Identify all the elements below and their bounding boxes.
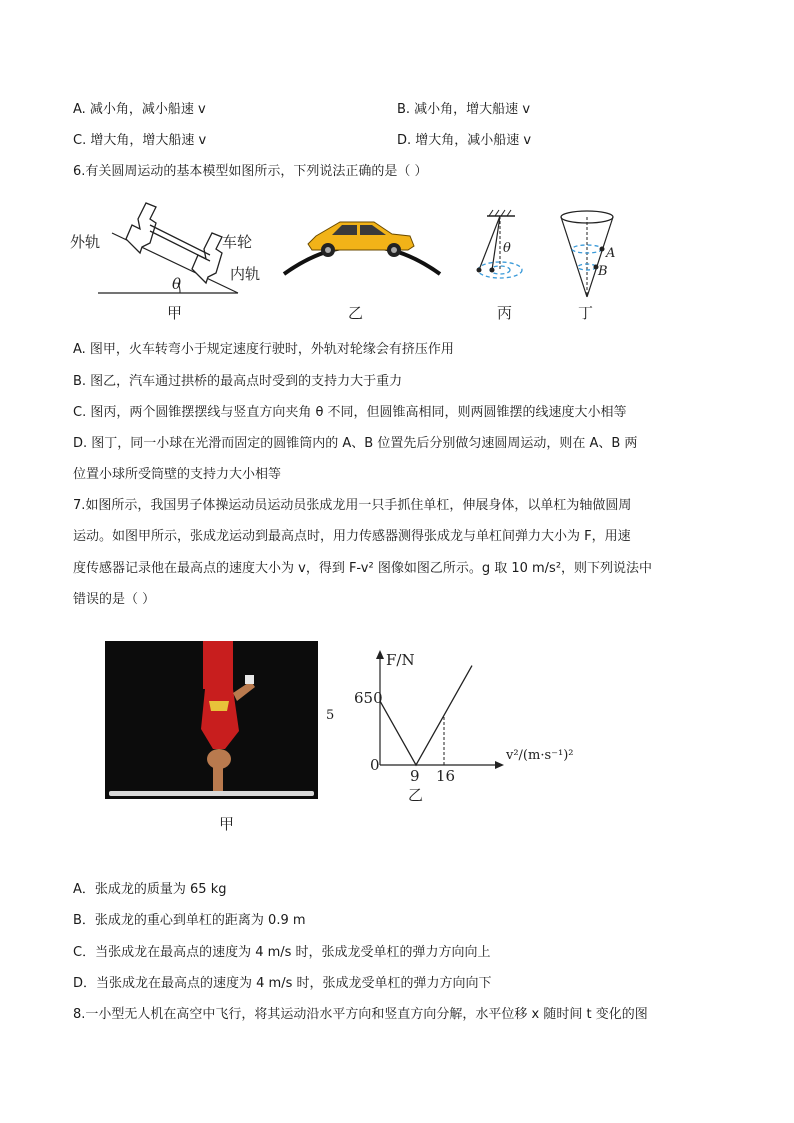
q6-stem: 6.有关圆周运动的基本模型如图所示，下列说法正确的是（ ） bbox=[73, 164, 428, 179]
q7-option-a: A．张成龙的质量为 65 kg bbox=[73, 882, 227, 897]
q7-stem-line4: 错误的是（ ） bbox=[73, 592, 156, 607]
x-axis-arrow bbox=[495, 761, 504, 769]
wheel-label: 车轮 bbox=[222, 233, 253, 251]
point-a-label: A bbox=[606, 246, 616, 261]
origin-label: 0 bbox=[370, 756, 380, 774]
q7-option-b: B．张成龙的重心到单杠的距离为 0.9 m bbox=[73, 913, 306, 928]
q6-option-d-line1: D. 图丁，同一小球在光滑而固定的圆锥筒内的 A、B 位置先后分别做匀速圆周运动，则在 A、B 两 bbox=[73, 436, 638, 451]
theta-label-bing: θ bbox=[503, 241, 511, 256]
photo-caption: 甲 bbox=[219, 815, 235, 833]
q5-option-a: A. 减小角，减小船速 v bbox=[73, 102, 206, 117]
fig-yi-caption: 乙 bbox=[348, 304, 364, 322]
x-tick-label: 16 bbox=[436, 767, 456, 785]
fig-bing-caption: 丙 bbox=[497, 304, 513, 322]
fv2-chart bbox=[340, 645, 580, 805]
q7-stem-line2: 运动。如图甲所示，张成龙运动到最高点时，用力传感器测得张成龙与单杠间弹力大小为 F，用速 bbox=[73, 529, 631, 544]
q7-option-d: D．当张成龙在最高点的速度为 4 m/s 时，张成龙受单杠的弹力方向向下 bbox=[73, 976, 492, 991]
fig-jia-railway bbox=[70, 195, 270, 300]
x-tick-label: 9 bbox=[410, 767, 420, 785]
y-axis-label: F/N bbox=[386, 651, 415, 669]
q7-stem-line1: 7.如图所示，我国男子体操运动员运动员张成龙用一只手抓住单杠，伸展身体，以单杠为轴做圆周 bbox=[73, 498, 632, 513]
car-icon bbox=[308, 222, 414, 257]
fig-bing-conical-pendulum bbox=[465, 208, 555, 293]
fig-ding-cone bbox=[558, 205, 628, 300]
stray-mark: 5 bbox=[326, 708, 335, 723]
q6-option-a: A. 图甲，火车转弯小于规定速度行驶时，外轨对轮缘会有挤压作用 bbox=[73, 342, 454, 357]
gymnast-photo bbox=[105, 641, 318, 799]
outer-rail-label: 外轨 bbox=[70, 233, 101, 251]
q7-stem-line3: 度传感器记录他在最高点的速度大小为 v，得到 F-v² 图像如图乙所示。g 取 10 m/s²，则下列说法中 bbox=[73, 561, 653, 576]
point-b-label: B bbox=[598, 264, 608, 279]
y-axis-arrow bbox=[376, 650, 384, 659]
q5-option-c: C. 增大角，增大船速 v bbox=[73, 133, 207, 148]
theta-label-jia: θ bbox=[172, 275, 182, 293]
y-tick-label: 650 bbox=[354, 689, 383, 707]
x-axis-label: v²/(m·s⁻¹)² bbox=[506, 748, 574, 763]
q5-option-b: B. 减小角，增大船速 v bbox=[397, 102, 531, 117]
fig-ding-caption: 丁 bbox=[578, 304, 594, 322]
q6-option-d-line2: 位置小球所受筒壁的支持力大小相等 bbox=[73, 467, 282, 482]
fig-jia-caption: 甲 bbox=[167, 304, 183, 322]
chart-caption: 乙 bbox=[408, 786, 424, 804]
inner-rail-label: 内轨 bbox=[230, 265, 261, 283]
q5-option-d: D. 增大角，减小船速 v bbox=[397, 133, 532, 148]
q6-option-b: B. 图乙，汽车通过拱桥的最高点时受到的支持力大于重力 bbox=[73, 374, 403, 389]
fig-yi-car-bridge bbox=[282, 208, 442, 283]
q6-option-c: C. 图丙，两个圆锥摆摆线与竖直方向夹角 θ 不同，但圆锥高相同，则两圆锥摆的线速度大小相等 bbox=[73, 405, 627, 420]
q8-stem: 8.一小型无人机在高空中飞行，将其运动沿水平方向和竖直方向分解，水平位移 x 随时间 t 变化的图 bbox=[73, 1007, 648, 1022]
q7-option-c: C．当张成龙在最高点的速度为 4 m/s 时，张成龙受单杠的弹力方向向上 bbox=[73, 945, 491, 960]
chart-series-line bbox=[380, 666, 472, 765]
